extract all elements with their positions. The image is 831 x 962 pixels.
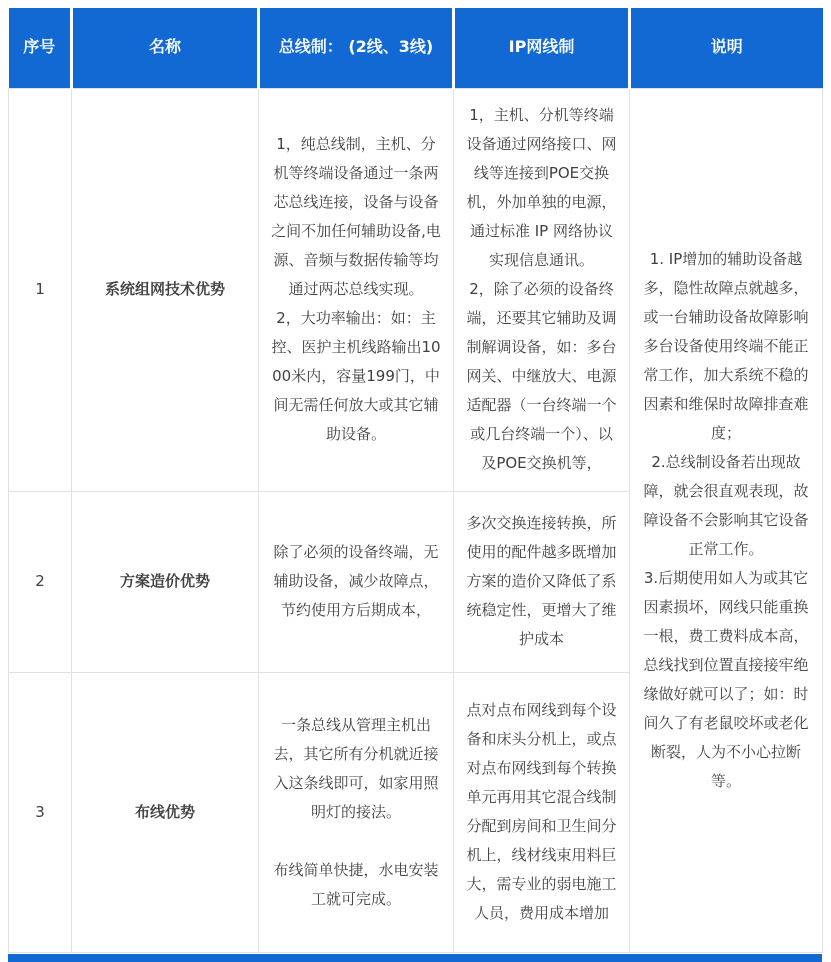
header-cell-index: 序号 bbox=[9, 8, 72, 88]
remark-paragraph-3: 3.后期使用如人为或其它因素损坏，网线只能重换一根，费工费料成本高，总线找到位置直接接牢绝缘做好就可以了；如：时间久了有老鼠咬坏或老化断裂，人为不小心拉断等。 bbox=[643, 568, 809, 790]
row-3-bus-paragraph-1: 一条总线从管理主机出去，其它所有分机就近接入这条线即可，如家用照明灯的接法。 bbox=[273, 715, 439, 821]
row-3-ip-cell bbox=[454, 672, 630, 952]
row-3-name: 布线优势 bbox=[72, 672, 259, 952]
row-2-bus-cell bbox=[259, 491, 454, 672]
row-2-bus-paragraph-1: 除了必须的设备终端，无辅助设备，减少故障点，节约使用方后期成本， bbox=[273, 543, 439, 619]
remark-paragraph-1: 1. IP增加的辅助设备越多，隐性故障点就越多，或一台辅助设备故障影响多台设备使用终端不能正常工作，加大系统不稳的因素和维保时故障排查难度； bbox=[643, 249, 809, 442]
row-3-ip-paragraph-1: 点对点布网线到每个设备和床头分机上，或点对点布网线到每个转换单元再用其它混合线制分配到房间和卫生间分机上，线材线束用料巨大，需专业的弱电施工人员，费用成本增加 bbox=[466, 701, 617, 922]
table-row bbox=[9, 88, 823, 491]
header-cell-name: 名称 bbox=[72, 8, 259, 88]
bus-vs-ip-comparison-table bbox=[8, 8, 823, 953]
row-1-bus-cell bbox=[259, 88, 454, 491]
remark-paragraph-2: 2.总线制设备若出现故障，就会很直观表现，故障设备不会影响其它设备正常工作。 bbox=[643, 452, 809, 558]
row-1-bus-paragraph-2: 2，大功率输出：如：主控、医护主机线路输出1000米内，容量199门，中间无需任何放大或其它辅助设备。 bbox=[271, 309, 441, 443]
comparison-table-wrapper bbox=[8, 8, 823, 953]
row-3-bus-paragraph-2: 布线简单快捷，水电安装工就可完成。 bbox=[273, 860, 439, 908]
row-1-index: 1 bbox=[9, 88, 72, 491]
row-1-ip-paragraph-2: 2，除了必须的设备终端，还要其它辅助及调制解调设备，如：多台网关、中继放大、电源适配器（一台终端一个或几台终端一个）、以及POE交换机等， bbox=[466, 280, 617, 472]
row-2-index: 2 bbox=[9, 491, 72, 672]
row-1-bus-paragraph-1: 1，纯总线制，主机、分机等终端设备通过一条两芯总线连接，设备与设备之间不加任何辅助设备,电源、音频与数据传输等均通过两芯总线实现。 bbox=[271, 135, 441, 298]
row-1-ip-paragraph-1: 1，主机、分机等终端设备通过网络接口、网线等连接到POE交换机，外加单独的电源，通过标准 IP 网络协议实现信息通讯。 bbox=[466, 106, 617, 269]
bottom-blue-bar bbox=[8, 954, 822, 962]
row-2-ip-paragraph-1: 多次交换连接转换，所使用的配件越多既增加方案的造价又降低了系统稳定性，更增大了维护成本 bbox=[466, 514, 617, 648]
row-1-name: 系统组网技术优势 bbox=[72, 88, 259, 491]
remark-cell bbox=[630, 88, 823, 952]
row-3-index: 3 bbox=[9, 672, 72, 952]
header-cell-remark: 说明 bbox=[630, 8, 823, 88]
row-3-bus-cell bbox=[259, 672, 454, 952]
header-cell-bus-system: 总线制： (2线、3线) bbox=[259, 8, 454, 88]
row-2-name: 方案造价优势 bbox=[72, 491, 259, 672]
table-header-row bbox=[9, 8, 823, 88]
row-2-ip-cell bbox=[454, 491, 630, 672]
row-1-ip-cell bbox=[454, 88, 630, 491]
header-cell-ip-system: IP网线制 bbox=[454, 8, 630, 88]
